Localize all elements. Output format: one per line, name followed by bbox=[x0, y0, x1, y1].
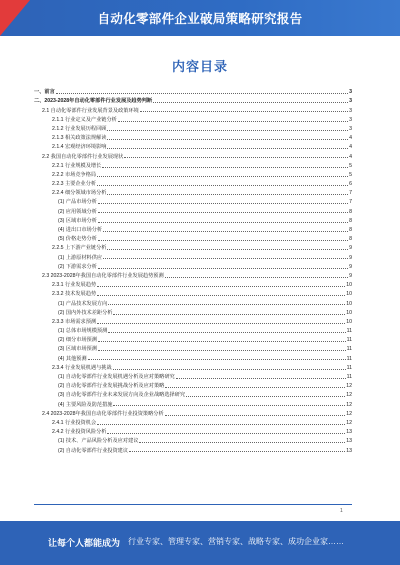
toc-entry-page: 7 bbox=[349, 199, 352, 206]
toc-entry-label: (5) 价格走势分析 bbox=[58, 236, 97, 243]
toc-entry-label: 一、前言 bbox=[34, 89, 55, 96]
toc-entry-label: (2) 下游需求分析 bbox=[58, 263, 97, 270]
toc-leader-dots bbox=[97, 176, 348, 177]
toc-leader-dots bbox=[165, 387, 345, 388]
toc-entry-page: 9 bbox=[349, 263, 352, 270]
toc-leader-dots bbox=[124, 157, 348, 158]
toc-entry-page: 10 bbox=[346, 300, 352, 307]
toc-entry-label: 2.2.1 行业规模及增长 bbox=[52, 162, 102, 169]
toc-row[interactable] bbox=[34, 408, 352, 417]
toc-row[interactable] bbox=[34, 316, 352, 325]
toc-row[interactable] bbox=[34, 288, 352, 297]
toc-entry-page: 10 bbox=[346, 282, 352, 289]
toc-leader-dots bbox=[103, 258, 348, 259]
toc-entry-page: 13 bbox=[346, 438, 352, 445]
toc-entry-page: 7 bbox=[349, 190, 352, 197]
toc-row[interactable] bbox=[34, 380, 352, 389]
toc-entry-page: 11 bbox=[346, 355, 352, 362]
footer-roles: 行业专家、管理专家、营销专家、战略专家、成功企业家…… bbox=[128, 537, 344, 546]
toc-row[interactable] bbox=[34, 224, 352, 233]
toc-leader-dots bbox=[102, 167, 348, 168]
toc-row[interactable] bbox=[34, 297, 352, 306]
toc-entry-page: 3 bbox=[349, 98, 352, 105]
toc-row[interactable] bbox=[34, 242, 352, 251]
toc-row[interactable] bbox=[34, 444, 352, 453]
toc-entry-label: 二、2023-2028年自动化零部件行业发展及趋势判断 bbox=[34, 98, 153, 105]
toc-leader-dots bbox=[176, 378, 346, 379]
toc-leader-dots bbox=[97, 185, 348, 186]
table-of-contents bbox=[34, 86, 352, 454]
toc-row[interactable] bbox=[34, 114, 352, 123]
toc-entry-page: 11 bbox=[346, 364, 352, 371]
footer-divider bbox=[34, 504, 352, 505]
toc-entry-label: 2.3 2023-2028年我国自动化零部件行业发展趋势预测 bbox=[42, 272, 164, 279]
toc-entry-page: 6 bbox=[349, 181, 352, 188]
toc-entry-label: (2) 自动化零部件行业投资建议 bbox=[58, 447, 129, 454]
toc-row[interactable] bbox=[34, 123, 352, 132]
toc-leader-dots bbox=[140, 111, 348, 112]
toc-leader-dots bbox=[165, 415, 346, 416]
toc-leader-dots bbox=[107, 139, 348, 140]
toc-leader-dots bbox=[113, 405, 345, 406]
toc-entry-page: 12 bbox=[346, 401, 352, 408]
toc-entry-page: 3 bbox=[349, 125, 352, 132]
toc-row[interactable] bbox=[34, 215, 352, 224]
report-header bbox=[0, 0, 400, 36]
toc-entry-page: 9 bbox=[349, 245, 352, 252]
toc-leader-dots bbox=[107, 148, 348, 149]
toc-entry-label: (3) 自动化零部件行业未来发展方向及企业战略选择研究 bbox=[58, 392, 186, 399]
toc-entry-page: 10 bbox=[346, 318, 352, 325]
toc-row[interactable] bbox=[34, 362, 352, 371]
toc-entry-label: 2.1.1 行业定义及产业链分析 bbox=[52, 116, 117, 123]
toc-row[interactable] bbox=[34, 132, 352, 141]
toc-entry-page: 5 bbox=[349, 171, 352, 178]
toc-row[interactable] bbox=[34, 187, 352, 196]
toc-row[interactable] bbox=[34, 270, 352, 279]
toc-row[interactable] bbox=[34, 307, 352, 316]
toc-entry-page: 4 bbox=[349, 153, 352, 160]
toc-leader-dots bbox=[139, 442, 345, 443]
toc-entry-page: 12 bbox=[346, 383, 352, 390]
toc-row[interactable] bbox=[34, 205, 352, 214]
toc-row[interactable] bbox=[34, 398, 352, 407]
toc-entry-label: (4) 进出口市场分析 bbox=[58, 227, 103, 233]
toc-row[interactable] bbox=[34, 150, 352, 159]
toc-entry-label: 2.3.2 技术发展趋势 bbox=[52, 291, 97, 298]
toc-leader-dots bbox=[107, 249, 348, 250]
toc-row[interactable] bbox=[34, 417, 352, 426]
toc-row[interactable] bbox=[34, 251, 352, 260]
toc-entry-page: 12 bbox=[346, 392, 352, 399]
toc-entry-label: (3) 区域市场预测 bbox=[58, 346, 97, 353]
toc-entry-page: 12 bbox=[346, 410, 352, 417]
toc-entry-label: 2.4 2023-2028年我国自动化零部件行业投资策略分析 bbox=[42, 410, 164, 417]
toc-leader-dots bbox=[165, 277, 348, 278]
toc-entry-label: (2) 应用领域分析 bbox=[58, 208, 97, 215]
toc-row[interactable] bbox=[34, 426, 352, 435]
page-number: 1 bbox=[340, 508, 343, 514]
toc-leader-dots bbox=[153, 102, 348, 103]
toc-row[interactable] bbox=[34, 95, 352, 104]
toc-leader-dots bbox=[186, 396, 345, 397]
toc-row[interactable] bbox=[34, 196, 352, 205]
toc-leader-dots bbox=[107, 194, 348, 195]
toc-entry-label: 2.1 自动化零部件行业发展背景及政策环境 bbox=[42, 107, 139, 114]
toc-entry-label: 2.4.2 行业投资风险分析 bbox=[52, 429, 107, 436]
toc-entry-label: (3) 区域市场分析 bbox=[58, 217, 97, 224]
toc-entry-label: 2.1.3 相关政策法规解读 bbox=[52, 135, 107, 142]
toc-entry-label: (1) 技术、产品风险分析及应对建议 bbox=[58, 438, 139, 445]
toc-leader-dots bbox=[98, 212, 348, 213]
report-title: 自动化零部件企业破局策略研究报告 bbox=[97, 12, 303, 26]
toc-entry-label: 2.1.4 宏观经济环境影响 bbox=[52, 144, 107, 151]
toc-row[interactable] bbox=[34, 86, 352, 95]
toc-entry-page: 8 bbox=[349, 208, 352, 215]
toc-entry-label: (2) 国内外技术差距分析 bbox=[58, 309, 113, 316]
toc-entry-label: (4) 主要风险及防范措施 bbox=[58, 401, 113, 408]
toc-entry-page: 10 bbox=[346, 291, 352, 298]
toc-leader-dots bbox=[103, 231, 348, 232]
toc-entry-label: 2.2.5 上下游产业链分析 bbox=[52, 245, 107, 252]
toc-row[interactable] bbox=[34, 279, 352, 288]
toc-leader-dots bbox=[107, 130, 348, 131]
toc-entry-page: 9 bbox=[349, 254, 352, 261]
toc-row[interactable] bbox=[34, 233, 352, 242]
toc-entry-page: 4 bbox=[349, 135, 352, 142]
toc-leader-dots bbox=[98, 350, 346, 351]
toc-leader-dots bbox=[113, 314, 345, 315]
toc-entry-label: 2.2.3 主要企业分析 bbox=[52, 181, 97, 188]
toc-entry-page: 12 bbox=[346, 419, 352, 426]
toc-entry-label: 2.1.2 行业发展历程回顾 bbox=[52, 125, 107, 132]
toc-heading: 内容目录 bbox=[171, 59, 228, 74]
toc-row[interactable] bbox=[34, 141, 352, 150]
toc-row[interactable] bbox=[34, 160, 352, 169]
toc-row[interactable] bbox=[34, 435, 352, 444]
toc-leader-dots bbox=[118, 121, 348, 122]
page-footer bbox=[0, 521, 400, 565]
toc-row[interactable] bbox=[34, 104, 352, 113]
toc-entry-label: (1) 上游原材料供应 bbox=[58, 254, 103, 261]
toc-entry-page: 13 bbox=[346, 429, 352, 436]
toc-entry-label: 2.3.4 行业发展机遇与挑战 bbox=[52, 364, 112, 371]
toc-entry-page: 11 bbox=[346, 328, 352, 335]
footer-slogan: 让每个人都能成为 bbox=[48, 538, 121, 548]
toc-row[interactable] bbox=[34, 325, 352, 334]
toc-leader-dots bbox=[98, 240, 348, 241]
toc-entry-label: 2.3.1 行业发展趋势 bbox=[52, 282, 97, 289]
toc-entry-page: 8 bbox=[349, 236, 352, 243]
toc-entry-page: 5 bbox=[349, 162, 352, 169]
toc-entry-label: (4) 其他预测 bbox=[58, 355, 87, 362]
toc-leader-dots bbox=[97, 424, 345, 425]
toc-leader-dots bbox=[108, 304, 345, 305]
toc-entry-label: (2) 自动化零部件行业发展挑战分析及应对策略 bbox=[58, 383, 165, 390]
toc-entry-page: 11 bbox=[346, 374, 352, 380]
toc-entry-page: 11 bbox=[346, 337, 352, 344]
toc-row[interactable] bbox=[34, 389, 352, 398]
toc-leader-dots bbox=[88, 359, 346, 360]
toc-entry-label: (1) 总体市场规模预测 bbox=[58, 328, 108, 335]
toc-leader-dots bbox=[98, 341, 346, 342]
toc-entry-label: 2.4.1 行业投资机会 bbox=[52, 419, 97, 426]
toc-entry-page: 8 bbox=[349, 227, 352, 233]
toc-row[interactable] bbox=[34, 334, 352, 343]
toc-row[interactable] bbox=[34, 371, 352, 380]
toc-entry-page: 3 bbox=[349, 107, 352, 114]
toc-entry-label: 2.2.4 细分领域市场分析 bbox=[52, 190, 107, 197]
toc-entry-page: 3 bbox=[349, 89, 352, 96]
toc-entry-page: 9 bbox=[349, 272, 352, 279]
toc-leader-dots bbox=[113, 369, 346, 370]
toc-entry-page: 11 bbox=[346, 346, 352, 353]
toc-entry-label: (1) 自动化零部件行业发展机遇分析及应对策略研究 bbox=[58, 374, 175, 380]
toc-entry-label: (1) 产品技术发展方向 bbox=[58, 300, 108, 307]
toc-entry-label: 2.2 我国自动化零部件行业发展现状 bbox=[42, 153, 124, 160]
toc-leader-dots bbox=[97, 295, 345, 296]
toc-leader-dots bbox=[129, 451, 345, 452]
toc-leader-dots bbox=[108, 332, 345, 333]
toc-entry-page: 4 bbox=[349, 144, 352, 151]
toc-entry-label: (2) 细分市场预测 bbox=[58, 337, 97, 344]
toc-leader-dots bbox=[56, 93, 348, 94]
toc-row[interactable] bbox=[34, 261, 352, 270]
toc-leader-dots bbox=[107, 433, 345, 434]
toc-row[interactable] bbox=[34, 352, 352, 361]
toc-entry-page: 13 bbox=[346, 447, 352, 454]
toc-leader-dots bbox=[97, 323, 345, 324]
toc-leader-dots bbox=[97, 286, 345, 287]
toc-row[interactable] bbox=[34, 178, 352, 187]
toc-entry-label: 2.2.2 市场竞争格局 bbox=[52, 171, 97, 178]
toc-entry-page: 8 bbox=[349, 217, 352, 224]
toc-entry-label: (1) 产品市场分析 bbox=[58, 199, 97, 206]
toc-leader-dots bbox=[98, 203, 348, 204]
toc-leader-dots bbox=[98, 222, 348, 223]
toc-row[interactable] bbox=[34, 343, 352, 352]
toc-entry-page: 10 bbox=[346, 309, 352, 316]
toc-row[interactable] bbox=[34, 169, 352, 178]
toc-entry-label: 2.3.3 市场需求预测 bbox=[52, 318, 97, 325]
toc-entry-page: 3 bbox=[349, 116, 352, 123]
toc-leader-dots bbox=[98, 268, 348, 269]
